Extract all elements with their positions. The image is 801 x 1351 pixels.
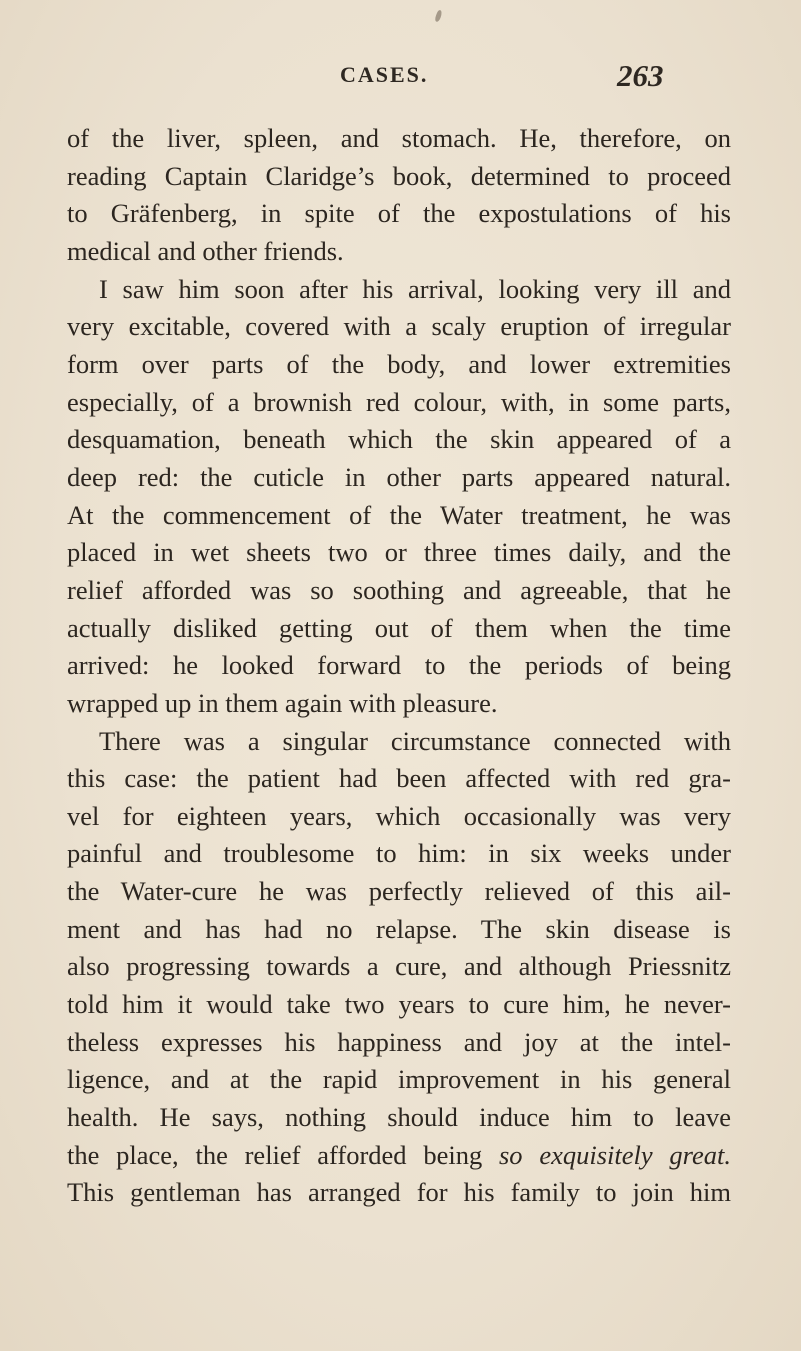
text-line: relief afforded was so soothing and agreeable, that he — [67, 574, 731, 605]
text-line: desquamation, beneath which the skin appeared of a — [67, 424, 731, 455]
text-line: theless expresses his happiness and joy at the intel- — [67, 1026, 731, 1057]
page-number: 263 — [617, 58, 664, 93]
text-line: health. He says, nothing should induce him to leave — [67, 1102, 731, 1133]
text-line: told him it would take two years to cure him, he never- — [67, 989, 731, 1020]
text-line: very excitable, covered with a scaly eruption of irregular — [67, 311, 731, 342]
text-line: vel for eighteen years, which occasionally was very — [67, 800, 731, 831]
text-line: placed in wet sheets two or three times daily, and the — [67, 537, 731, 568]
text-line: form over parts of the body, and lower extremities — [67, 348, 731, 379]
running-head-title: CASES. — [340, 62, 429, 87]
text-line: painful and troublesome to him: in six weeks under — [67, 838, 731, 869]
text-line: reading Captain Claridge’s book, determined to proceed — [67, 160, 731, 191]
italic-emphasis: so exquisitely great. — [498, 1139, 731, 1170]
text-line: ligence, and at the rapid improvement in his general — [67, 1064, 731, 1095]
text-line: ment and has had no relapse. The skin disease is — [67, 913, 731, 944]
text-line: this case: the patient had been affected with red gra- — [67, 763, 731, 794]
text-line-roman: the place, the relief afforded being — [67, 1139, 499, 1170]
text-line: also progressing towards a cure, and although Priessnitz — [67, 951, 731, 982]
text-line: wrapped up in them again with pleasure. — [67, 687, 498, 718]
text-line: especially, of a brownish red colour, with, in some parts, — [67, 386, 731, 417]
text-line: At the commencement of the Water treatment, he was — [67, 499, 731, 530]
text-line: medical and other friends. — [67, 235, 344, 266]
text-line: to Gräfenberg, in spite of the expostulations of his — [67, 198, 731, 229]
text-line: the Water-cure he was perfectly relieved of this ail- — [67, 876, 731, 907]
body-text — [67, 120, 731, 1212]
text-line: I saw him soon after his arrival, looking very ill and — [99, 273, 731, 304]
text-line — [67, 1137, 731, 1175]
text-line: There was a singular circumstance connected with — [99, 725, 731, 756]
text-line: actually disliked getting out of them when the time — [67, 612, 731, 643]
text-line: deep red: the cuticle in other parts appeared natural. — [67, 461, 731, 492]
text-line: of the liver, spleen, and stomach. He, therefore, on — [67, 123, 731, 153]
running-head — [0, 54, 801, 94]
ink-smudge — [434, 10, 443, 23]
text-line: This gentleman has arranged for his family to join him — [67, 1177, 731, 1208]
text-line: arrived: he looked forward to the periods of being — [67, 650, 731, 681]
